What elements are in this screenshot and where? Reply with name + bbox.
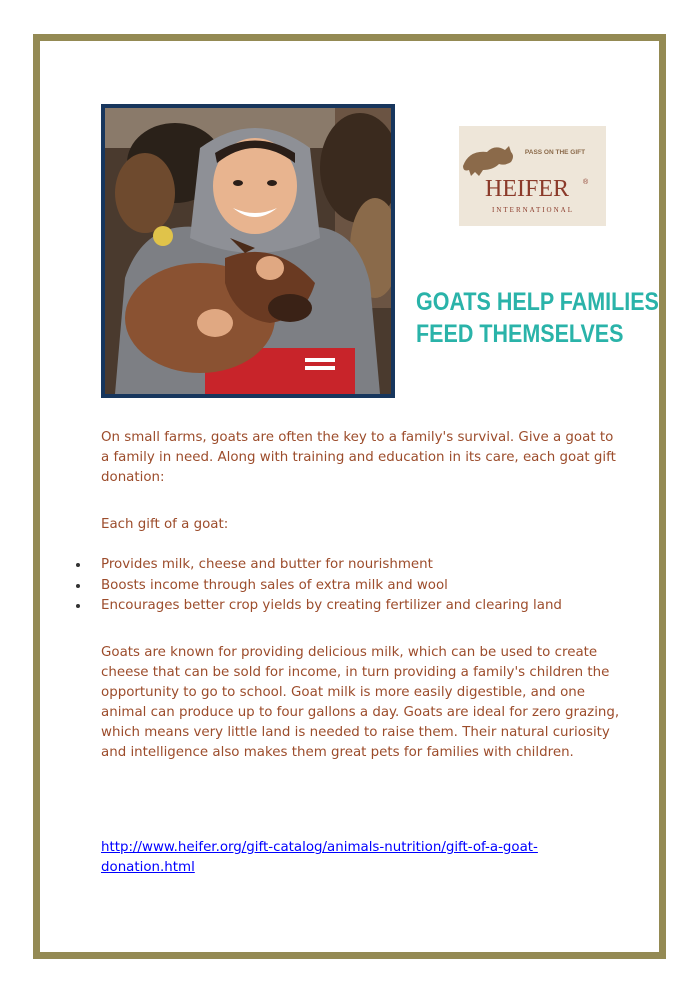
logo-name: HEIFER [485, 176, 569, 202]
bullet-icon [76, 604, 80, 608]
bullet-icon [76, 584, 80, 588]
page-title-line-1: GOATS HELP FAMILIES [416, 288, 659, 316]
boy-with-goat-image [105, 108, 391, 394]
boy-with-goat-photo [101, 104, 395, 398]
page-title [416, 286, 659, 350]
logo-subname: INTERNATIONAL [492, 206, 574, 214]
benefits-list [76, 555, 562, 617]
list-item-text: Encourages better crop yields by creating fertilizer and clearing land [101, 598, 562, 613]
bullet-icon [76, 563, 80, 567]
gift-heading: Each gift of a goat: [101, 517, 229, 532]
list-item [76, 596, 562, 617]
goats-paragraph: Goats are known for providing delicious milk, which can be used to create cheese that can be sold for income, in turn providing a family's children the opportunity to go to school. Goat milk is more easily digestible, and one animal can produce up to four gallons a day. Goats are ideal for zero grazing, which means very little land is needed to raise them. Their natural curiosity and intelligence also makes them great pets for families with children. [101, 645, 620, 760]
intro-paragraph: On small farms, goats are often the key to a family's survival. Give a goat to a family in need. Along with training and education in its care, each goat gift donation: [101, 430, 616, 485]
cow-icon [463, 146, 513, 176]
list-item-text: Provides milk, cheese and butter for nourishment [101, 557, 433, 572]
list-item [76, 555, 562, 576]
heifer-logo-graphic [459, 126, 606, 226]
logo-tagline: PASS ON THE GIFT [524, 149, 586, 156]
heifer-logo [459, 126, 606, 226]
source-link[interactable]: http://www.heifer.org/gift-catalog/animals-nutrition/gift-of-a-goat-donation.html [101, 840, 538, 875]
list-item-text: Boosts income through sales of extra milk and wool [101, 577, 448, 593]
list-item [76, 576, 562, 597]
page-title-line-2: FEED THEMSELVES [416, 320, 624, 348]
logo-registered: ® [583, 179, 589, 186]
